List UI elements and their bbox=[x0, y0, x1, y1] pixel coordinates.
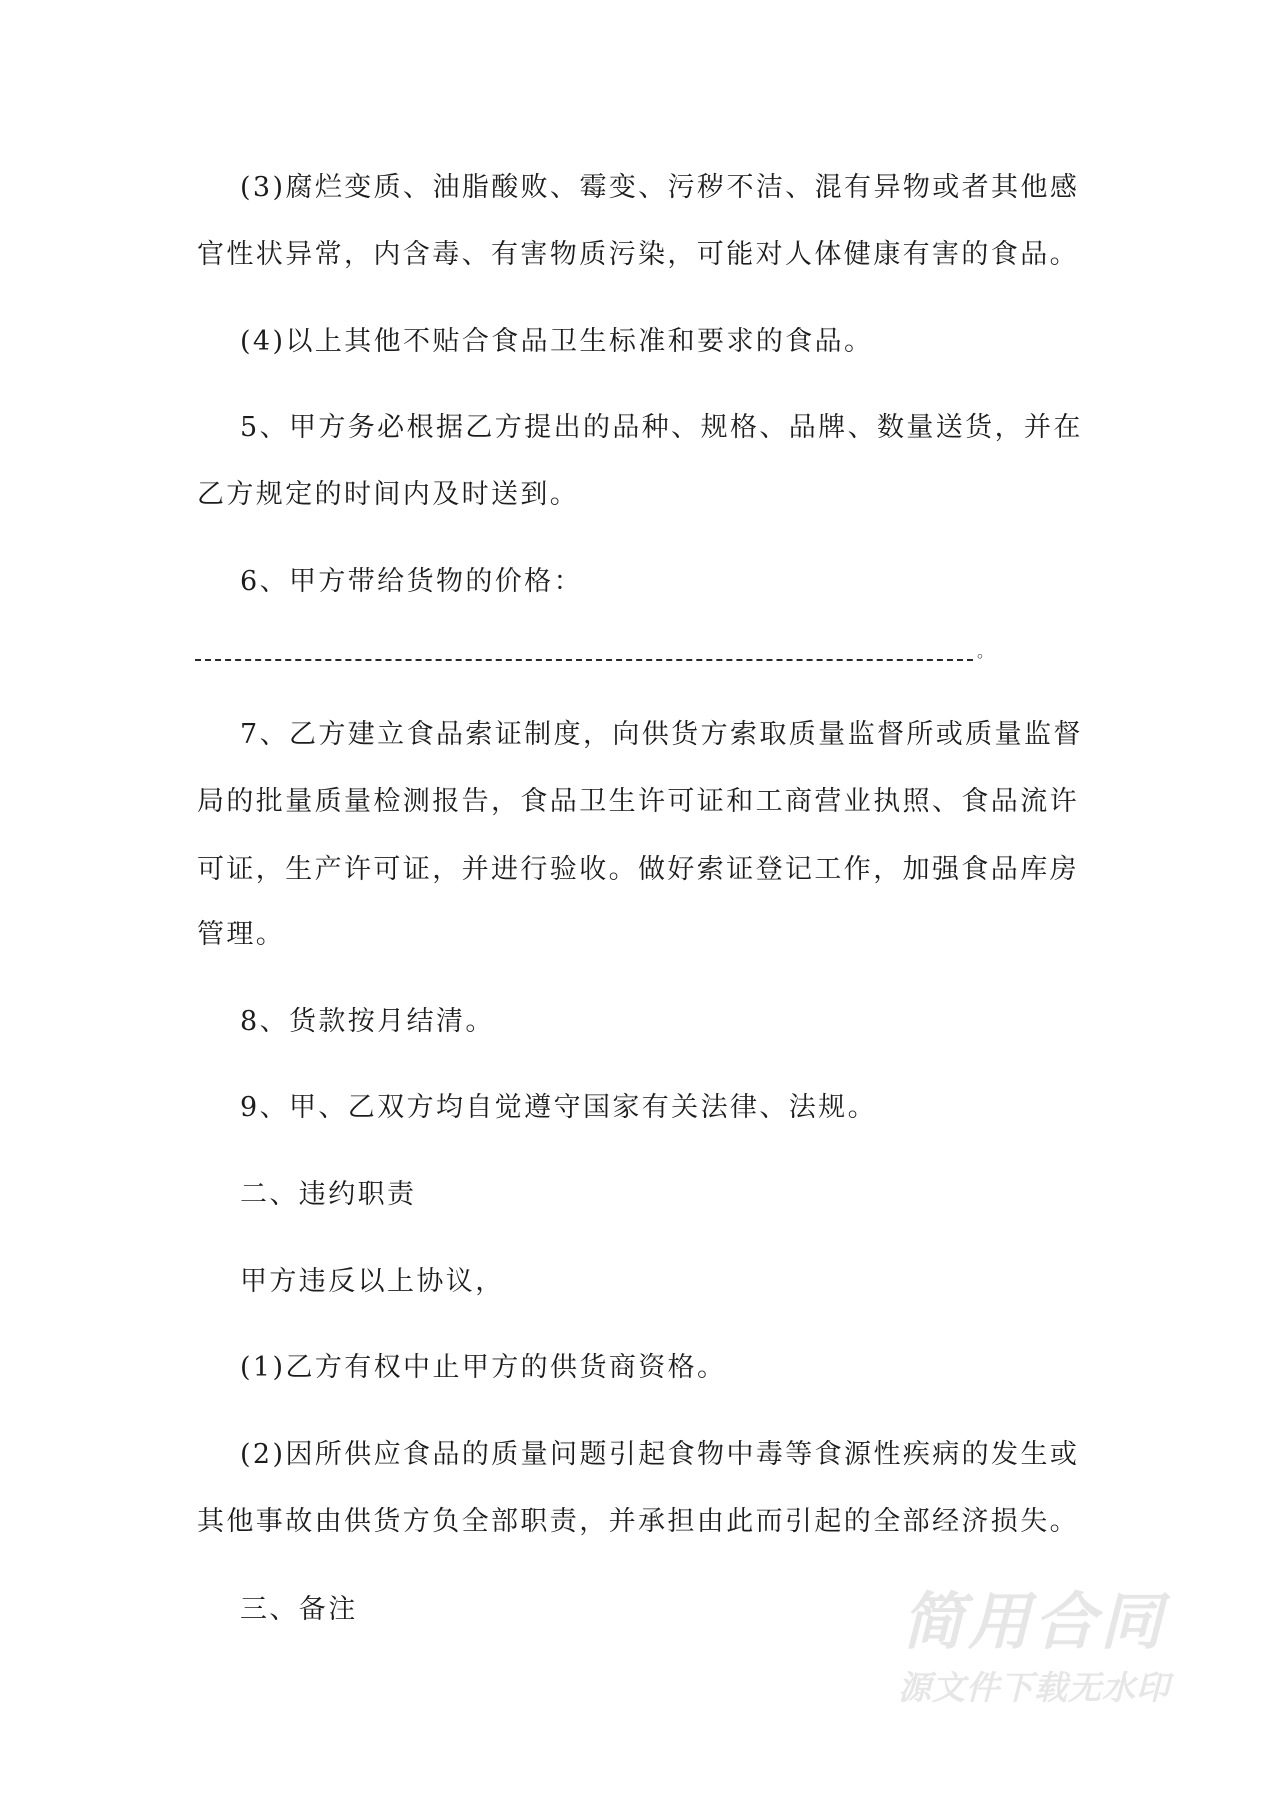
paragraph-breach-intro: 甲方违反以上协议， bbox=[240, 1266, 505, 1297]
paragraph-9-line-1: 9、甲、乙双方均自觉遵守国家有关法律、法规。 bbox=[240, 1092, 877, 1123]
watermark-subtitle: 源文件下载无水印 bbox=[898, 1668, 1170, 1707]
paragraph-8-line-1: 8、货款按月结清。 bbox=[240, 1006, 495, 1037]
paragraph-7-line-1: 7、乙方建立食品索证制度，向供货方索取质量监督所或质量监督 bbox=[240, 719, 1083, 750]
price-blank-field bbox=[195, 640, 995, 670]
paragraph-breach-2-line-2: 其他事故由供货方负全部职责，并承担由此而引起的全部经济损失。 bbox=[197, 1506, 1079, 1537]
paragraph-7-line-3: 可证，生产许可证，并进行验收。做好索证登记工作，加强食品库房 bbox=[197, 854, 1079, 885]
paragraph-3-line-2: 官性状异常，内含毒、有害物质污染，可能对人体健康有害的食品。 bbox=[197, 239, 1079, 270]
section-heading-breach: 二、违约职责 bbox=[240, 1179, 417, 1210]
watermark-title: 简用合同 bbox=[901, 1585, 1166, 1658]
blank-end-mark: 。 bbox=[977, 642, 994, 661]
paragraph-7-line-4: 管理。 bbox=[197, 919, 286, 950]
paragraph-5-line-1: 5、甲方务必根据乙方提出的品种、规格、品牌、数量送货，并在 bbox=[240, 412, 1083, 443]
paragraph-4-line-1: (4)以上其他不贴合食品卫生标准和要求的食品。 bbox=[240, 326, 874, 357]
paragraph-6-line-1: 6、甲方带给货物的价格： bbox=[240, 566, 583, 597]
paragraph-7-line-2: 局的批量质量检测报告，食品卫生许可证和工商营业执照、食品流许 bbox=[197, 786, 1079, 817]
paragraph-3-line-1: (3)腐烂变质、油脂酸败、霉变、污秽不洁、混有异物或者其他感 bbox=[240, 172, 1080, 203]
section-heading-remarks: 三、备注 bbox=[240, 1594, 358, 1625]
paragraph-5-line-2: 乙方规定的时间内及时送到。 bbox=[197, 479, 580, 510]
paragraph-breach-2-line-1: (2)因所供应食品的质量问题引起食物中毒等食源性疾病的发生或 bbox=[240, 1439, 1080, 1470]
blank-underline bbox=[195, 659, 973, 661]
watermark bbox=[884, 1585, 1184, 1707]
paragraph-breach-1: (1)乙方有权中止甲方的供货商资格。 bbox=[240, 1352, 727, 1383]
